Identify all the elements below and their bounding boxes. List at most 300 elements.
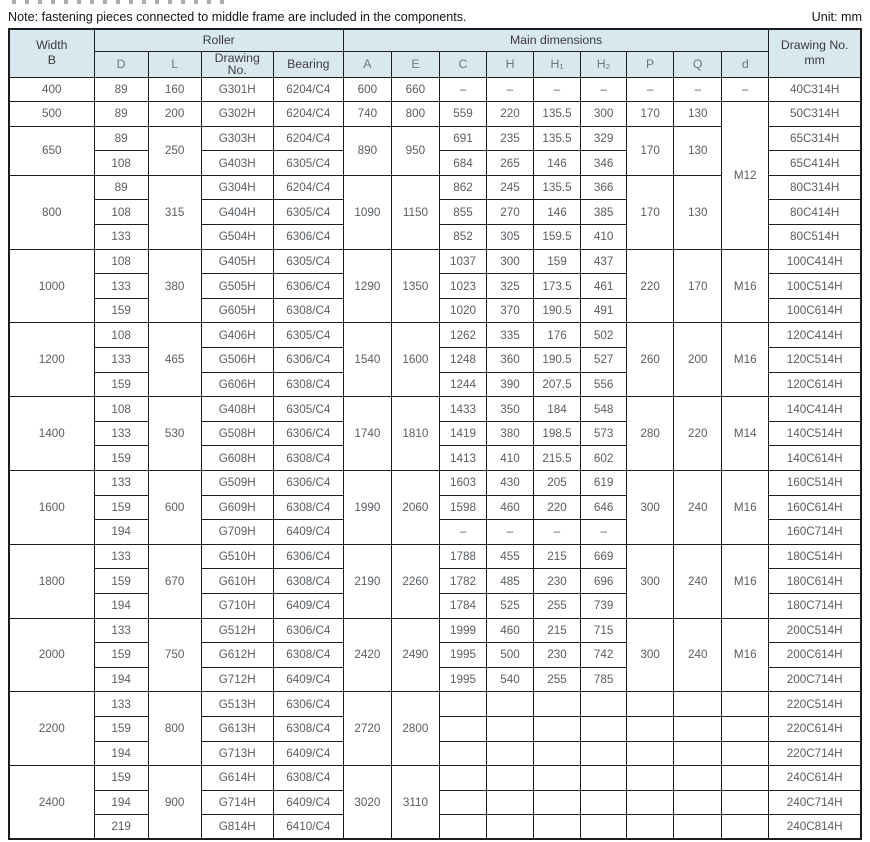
cell-bearing: 6306/C4 bbox=[273, 471, 343, 496]
cell-Q: 240 bbox=[674, 471, 722, 545]
cell-Q: 240 bbox=[674, 618, 722, 692]
cell-drawing-no: G301H bbox=[201, 77, 273, 102]
cell-E: 800 bbox=[391, 102, 439, 127]
cell-drawing-no: G606H bbox=[201, 372, 273, 397]
cell-drawing-no: G610H bbox=[201, 569, 273, 594]
cell-H1 bbox=[534, 716, 581, 741]
cell-D: 89 bbox=[94, 175, 148, 200]
cell-H bbox=[486, 766, 533, 791]
header-cell-H1: H₁ bbox=[534, 51, 581, 77]
cell-H2: 669 bbox=[581, 544, 627, 569]
cell-A: 1090 bbox=[343, 175, 391, 249]
cell-H1: 205 bbox=[534, 471, 581, 496]
cell-drawing-no: G714H bbox=[201, 790, 273, 815]
cell-D: 89 bbox=[94, 126, 148, 151]
cell-H2 bbox=[581, 716, 627, 741]
cell-d bbox=[722, 790, 769, 815]
cell-D: 159 bbox=[94, 298, 148, 323]
cell-C: 1788 bbox=[439, 544, 486, 569]
cell-H1 bbox=[534, 815, 581, 840]
cell-C: 1784 bbox=[439, 593, 486, 618]
cell-bearing: 6204/C4 bbox=[273, 102, 343, 127]
cell-D: 219 bbox=[94, 815, 148, 840]
cell-D: 159 bbox=[94, 716, 148, 741]
cell-C: 559 bbox=[439, 102, 486, 127]
cell-drawing-no: G710H bbox=[201, 593, 273, 618]
cell-A: 1740 bbox=[343, 397, 391, 471]
cell-drawing-mm: 240C814H bbox=[769, 815, 861, 840]
cell-Q: 200 bbox=[674, 323, 722, 397]
cell-D: 133 bbox=[94, 348, 148, 373]
cell-E: 2490 bbox=[391, 618, 439, 692]
cell-Q bbox=[674, 716, 722, 741]
cell-D: 133 bbox=[94, 544, 148, 569]
cell-A: 2420 bbox=[343, 618, 391, 692]
cell-H bbox=[486, 692, 533, 717]
cell-bearing: 6308/C4 bbox=[273, 298, 343, 323]
cell-P bbox=[627, 766, 674, 791]
cell-H: 245 bbox=[486, 175, 533, 200]
cell-d: M14 bbox=[722, 397, 769, 471]
cell-bearing: 6308/C4 bbox=[273, 446, 343, 471]
cell-A: 1990 bbox=[343, 471, 391, 545]
cell-drawing-no: G304H bbox=[201, 175, 273, 200]
cell-drawing-mm: 65C314H bbox=[769, 126, 861, 151]
cell-H1: 184 bbox=[534, 397, 581, 422]
cell-H2: 410 bbox=[581, 225, 627, 250]
cell-C: 852 bbox=[439, 225, 486, 250]
cell-H: 220 bbox=[486, 102, 533, 127]
cell-d: M12 bbox=[722, 102, 769, 250]
cell-E: 660 bbox=[391, 77, 439, 102]
header-main-dimensions: Main dimensions bbox=[343, 29, 768, 51]
cell-d bbox=[722, 692, 769, 717]
cell-drawing-no: G508H bbox=[201, 421, 273, 446]
cell-D: 108 bbox=[94, 249, 148, 274]
cell-drawing-no: G406H bbox=[201, 323, 273, 348]
cell-D: 108 bbox=[94, 323, 148, 348]
cell-H1: 198.5 bbox=[534, 421, 581, 446]
cell-H bbox=[486, 790, 533, 815]
cell-H2: 785 bbox=[581, 667, 627, 692]
cell-C: 691 bbox=[439, 126, 486, 151]
cell-H: 500 bbox=[486, 643, 533, 668]
cell-P bbox=[627, 741, 674, 766]
cell-L: 160 bbox=[148, 77, 201, 102]
cell-E: 1810 bbox=[391, 397, 439, 471]
cell-d bbox=[722, 741, 769, 766]
cell-drawing-mm: 100C514H bbox=[769, 274, 861, 299]
cell-drawing-mm: 180C714H bbox=[769, 593, 861, 618]
cell-A: 740 bbox=[343, 102, 391, 127]
cell-D: 194 bbox=[94, 667, 148, 692]
cell-C: 1419 bbox=[439, 421, 486, 446]
header-cell-A: A bbox=[343, 51, 391, 77]
cell-H bbox=[486, 716, 533, 741]
header-cell-E: E bbox=[391, 51, 439, 77]
cell-P: 220 bbox=[627, 249, 674, 323]
cell-D: 194 bbox=[94, 520, 148, 545]
cell-bearing: 6306/C4 bbox=[273, 421, 343, 446]
cell-drawing-mm: 200C614H bbox=[769, 643, 861, 668]
cell-Q bbox=[674, 692, 722, 717]
cell-bearing: 6308/C4 bbox=[273, 716, 343, 741]
unit-label: Unit: mm bbox=[811, 10, 862, 24]
cell-H1 bbox=[534, 741, 581, 766]
cell-drawing-no: G509H bbox=[201, 471, 273, 496]
cell-C: 1262 bbox=[439, 323, 486, 348]
cell-drawing-no: G504H bbox=[201, 225, 273, 250]
cell-P bbox=[627, 790, 674, 815]
cell-D: 159 bbox=[94, 495, 148, 520]
cell-H: 460 bbox=[486, 618, 533, 643]
cell-Q bbox=[674, 766, 722, 791]
cell-L: 800 bbox=[148, 692, 201, 766]
cell-H: 455 bbox=[486, 544, 533, 569]
cell-D: 108 bbox=[94, 200, 148, 225]
cell-drawing-mm: 120C614H bbox=[769, 372, 861, 397]
cell-H2: 739 bbox=[581, 593, 627, 618]
cell-H2: 461 bbox=[581, 274, 627, 299]
header-roller: Roller bbox=[94, 29, 343, 51]
cell-A: 2720 bbox=[343, 692, 391, 766]
cell-H1: 159 bbox=[534, 249, 581, 274]
cell-H2: 366 bbox=[581, 175, 627, 200]
cell-H: 305 bbox=[486, 225, 533, 250]
cell-H: 390 bbox=[486, 372, 533, 397]
cell-H1 bbox=[534, 692, 581, 717]
header-cell-d: d bbox=[722, 51, 769, 77]
cell-H2: – bbox=[581, 520, 627, 545]
cell-H1: 173.5 bbox=[534, 274, 581, 299]
cell-H1: 135.5 bbox=[534, 175, 581, 200]
cell-drawing-no: G614H bbox=[201, 766, 273, 791]
cell-bearing: 6308/C4 bbox=[273, 569, 343, 594]
cell-d: M16 bbox=[722, 618, 769, 692]
cell-d: M16 bbox=[722, 544, 769, 618]
cell-H: 360 bbox=[486, 348, 533, 373]
cell-P: 260 bbox=[627, 323, 674, 397]
cell-H2: 300 bbox=[581, 102, 627, 127]
cell-H1: – bbox=[534, 77, 581, 102]
cell-L: 600 bbox=[148, 471, 201, 545]
cell-Q: – bbox=[674, 77, 722, 102]
cell-drawing-mm: 240C714H bbox=[769, 790, 861, 815]
cell-bearing: 6308/C4 bbox=[273, 495, 343, 520]
cell-P: – bbox=[627, 77, 674, 102]
cell-E: 950 bbox=[391, 126, 439, 175]
cell-H1: 146 bbox=[534, 151, 581, 176]
cell-d bbox=[722, 815, 769, 840]
cell-C: 855 bbox=[439, 200, 486, 225]
cell-bearing: 6204/C4 bbox=[273, 175, 343, 200]
cell-H bbox=[486, 741, 533, 766]
cell-H1: 135.5 bbox=[534, 126, 581, 151]
cell-H2 bbox=[581, 692, 627, 717]
header-cell-L: L bbox=[148, 51, 201, 77]
cell-drawing-no: G505H bbox=[201, 274, 273, 299]
cell-bearing: 6308/C4 bbox=[273, 766, 343, 791]
cell-bearing: 6305/C4 bbox=[273, 397, 343, 422]
cell-D: 194 bbox=[94, 790, 148, 815]
cell-H: 380 bbox=[486, 421, 533, 446]
cell-H: 235 bbox=[486, 126, 533, 151]
cell-drawing-no: G408H bbox=[201, 397, 273, 422]
cell-D: 133 bbox=[94, 225, 148, 250]
cell-H1: 215 bbox=[534, 544, 581, 569]
cell-D: 159 bbox=[94, 372, 148, 397]
cell-H1: 255 bbox=[534, 593, 581, 618]
cell-Q: 130 bbox=[674, 102, 722, 127]
cell-C: 1999 bbox=[439, 618, 486, 643]
cell-A: 3020 bbox=[343, 766, 391, 840]
cell-H1: 215.5 bbox=[534, 446, 581, 471]
cell-C: 1023 bbox=[439, 274, 486, 299]
cell-C: 1598 bbox=[439, 495, 486, 520]
note-text: Note: fastening pieces connected to middle frame are included in the components. bbox=[8, 10, 467, 24]
cell-drawing-no: G709H bbox=[201, 520, 273, 545]
cell-E: 3110 bbox=[391, 766, 439, 840]
cell-Q: 170 bbox=[674, 249, 722, 323]
cell-drawing-mm: 120C414H bbox=[769, 323, 861, 348]
cell-H: 370 bbox=[486, 298, 533, 323]
cell-H: 430 bbox=[486, 471, 533, 496]
cell-drawing-no: G713H bbox=[201, 741, 273, 766]
cell-C bbox=[439, 741, 486, 766]
cell-Q bbox=[674, 741, 722, 766]
cell-drawing-mm: 100C414H bbox=[769, 249, 861, 274]
cell-H1 bbox=[534, 790, 581, 815]
header-cell-bearing: Bearing bbox=[273, 51, 343, 77]
cell-H2: 646 bbox=[581, 495, 627, 520]
cell-D: 133 bbox=[94, 421, 148, 446]
roller-spec-table bbox=[8, 28, 862, 840]
cell-drawing-mm: 160C714H bbox=[769, 520, 861, 545]
cell-drawing-no: G712H bbox=[201, 667, 273, 692]
cell-D: 159 bbox=[94, 643, 148, 668]
cell-H1: – bbox=[534, 520, 581, 545]
cell-A: 1540 bbox=[343, 323, 391, 397]
cell-H bbox=[486, 815, 533, 840]
cell-width: 2000 bbox=[9, 618, 94, 692]
cell-H: 335 bbox=[486, 323, 533, 348]
cell-C: 1782 bbox=[439, 569, 486, 594]
cell-A: 1290 bbox=[343, 249, 391, 323]
cell-bearing: 6305/C4 bbox=[273, 200, 343, 225]
cell-H: 265 bbox=[486, 151, 533, 176]
cell-E: 2060 bbox=[391, 471, 439, 545]
cell-H2: 385 bbox=[581, 200, 627, 225]
cell-drawing-no: G510H bbox=[201, 544, 273, 569]
cell-H: 410 bbox=[486, 446, 533, 471]
cell-C: 1433 bbox=[439, 397, 486, 422]
cell-H2: 556 bbox=[581, 372, 627, 397]
header-cell-Q: Q bbox=[674, 51, 722, 77]
cell-bearing: 6204/C4 bbox=[273, 77, 343, 102]
cell-drawing-no: G302H bbox=[201, 102, 273, 127]
cell-L: 200 bbox=[148, 102, 201, 127]
cell-L: 530 bbox=[148, 397, 201, 471]
cell-H1: 215 bbox=[534, 618, 581, 643]
cell-H2: 696 bbox=[581, 569, 627, 594]
cell-H1: 230 bbox=[534, 569, 581, 594]
header-cell-P: P bbox=[627, 51, 674, 77]
cell-width: 400 bbox=[9, 77, 94, 102]
cell-drawing-mm: 65C414H bbox=[769, 151, 861, 176]
table-caption-row bbox=[8, 4, 862, 24]
cell-Q bbox=[674, 815, 722, 840]
cell-E: 2800 bbox=[391, 692, 439, 766]
clipped-text-artifact bbox=[12, 0, 227, 4]
cell-drawing-mm: 220C514H bbox=[769, 692, 861, 717]
cell-L: 900 bbox=[148, 766, 201, 840]
cell-H2: 619 bbox=[581, 471, 627, 496]
cell-Q: 130 bbox=[674, 175, 722, 249]
cell-bearing: 6409/C4 bbox=[273, 790, 343, 815]
cell-H2: 346 bbox=[581, 151, 627, 176]
cell-drawing-mm: 100C614H bbox=[769, 298, 861, 323]
cell-C: 1995 bbox=[439, 643, 486, 668]
cell-width: 2400 bbox=[9, 766, 94, 840]
cell-drawing-no: G513H bbox=[201, 692, 273, 717]
cell-drawing-no: G612H bbox=[201, 643, 273, 668]
cell-Q: 240 bbox=[674, 544, 722, 618]
cell-bearing: 6410/C4 bbox=[273, 815, 343, 840]
cell-L: 750 bbox=[148, 618, 201, 692]
cell-width: 500 bbox=[9, 102, 94, 127]
cell-bearing: 6308/C4 bbox=[273, 372, 343, 397]
cell-drawing-mm: 80C514H bbox=[769, 225, 861, 250]
cell-E: 1350 bbox=[391, 249, 439, 323]
cell-H2: 437 bbox=[581, 249, 627, 274]
cell-drawing-mm: 220C614H bbox=[769, 716, 861, 741]
cell-Q: 220 bbox=[674, 397, 722, 471]
cell-drawing-mm: 180C514H bbox=[769, 544, 861, 569]
cell-H1: 146 bbox=[534, 200, 581, 225]
cell-width: 1600 bbox=[9, 471, 94, 545]
cell-A: 600 bbox=[343, 77, 391, 102]
cell-D: 133 bbox=[94, 274, 148, 299]
cell-D: 159 bbox=[94, 766, 148, 791]
cell-H: 540 bbox=[486, 667, 533, 692]
cell-C: 1244 bbox=[439, 372, 486, 397]
cell-drawing-mm: 50C314H bbox=[769, 102, 861, 127]
cell-C bbox=[439, 790, 486, 815]
cell-width: 800 bbox=[9, 175, 94, 249]
cell-H2: 573 bbox=[581, 421, 627, 446]
cell-C bbox=[439, 815, 486, 840]
cell-drawing-no: G814H bbox=[201, 815, 273, 840]
cell-drawing-no: G405H bbox=[201, 249, 273, 274]
cell-H2 bbox=[581, 790, 627, 815]
cell-C bbox=[439, 692, 486, 717]
cell-drawing-mm: 180C614H bbox=[769, 569, 861, 594]
cell-bearing: 6306/C4 bbox=[273, 225, 343, 250]
cell-D: 108 bbox=[94, 397, 148, 422]
cell-H1: 220 bbox=[534, 495, 581, 520]
cell-bearing: 6306/C4 bbox=[273, 348, 343, 373]
cell-P: 300 bbox=[627, 618, 674, 692]
cell-drawing-mm: 80C414H bbox=[769, 200, 861, 225]
cell-C bbox=[439, 716, 486, 741]
cell-drawing-no: G506H bbox=[201, 348, 273, 373]
cell-C: – bbox=[439, 77, 486, 102]
cell-bearing: 6305/C4 bbox=[273, 249, 343, 274]
cell-width: 1200 bbox=[9, 323, 94, 397]
cell-P: 280 bbox=[627, 397, 674, 471]
cell-H2: 715 bbox=[581, 618, 627, 643]
cell-D: 133 bbox=[94, 471, 148, 496]
cell-H1: 176 bbox=[534, 323, 581, 348]
cell-width: 1800 bbox=[9, 544, 94, 618]
cell-drawing-mm: 40C314H bbox=[769, 77, 861, 102]
cell-d: M16 bbox=[722, 471, 769, 545]
cell-D: 159 bbox=[94, 446, 148, 471]
cell-drawing-mm: 140C414H bbox=[769, 397, 861, 422]
cell-P bbox=[627, 815, 674, 840]
cell-width: 1000 bbox=[9, 249, 94, 323]
cell-drawing-mm: 160C614H bbox=[769, 495, 861, 520]
cell-H: 460 bbox=[486, 495, 533, 520]
cell-D: 194 bbox=[94, 593, 148, 618]
header-drawing-no-mm: Drawing No. mm bbox=[769, 29, 861, 77]
cell-H: – bbox=[486, 520, 533, 545]
cell-drawing-no: G608H bbox=[201, 446, 273, 471]
cell-H1: 190.5 bbox=[534, 348, 581, 373]
header-cell-C: C bbox=[439, 51, 486, 77]
cell-C: 1248 bbox=[439, 348, 486, 373]
cell-Q: 130 bbox=[674, 126, 722, 175]
cell-drawing-mm: 200C514H bbox=[769, 618, 861, 643]
cell-bearing: 6306/C4 bbox=[273, 692, 343, 717]
cell-P bbox=[627, 692, 674, 717]
cell-H2: 491 bbox=[581, 298, 627, 323]
cell-C bbox=[439, 766, 486, 791]
cell-H2: 548 bbox=[581, 397, 627, 422]
cell-d bbox=[722, 766, 769, 791]
cell-drawing-no: G512H bbox=[201, 618, 273, 643]
cell-P: 170 bbox=[627, 175, 674, 249]
cell-drawing-mm: 220C714H bbox=[769, 741, 861, 766]
header-cell-D: D bbox=[94, 51, 148, 77]
cell-H2 bbox=[581, 766, 627, 791]
cell-E: 1150 bbox=[391, 175, 439, 249]
cell-drawing-no: G303H bbox=[201, 126, 273, 151]
cell-L: 250 bbox=[148, 126, 201, 175]
cell-H2: 329 bbox=[581, 126, 627, 151]
cell-bearing: 6409/C4 bbox=[273, 593, 343, 618]
cell-bearing: 6409/C4 bbox=[273, 667, 343, 692]
cell-H: 525 bbox=[486, 593, 533, 618]
cell-P: 170 bbox=[627, 126, 674, 175]
cell-H2: 602 bbox=[581, 446, 627, 471]
cell-d: M16 bbox=[722, 249, 769, 323]
cell-D: 89 bbox=[94, 77, 148, 102]
cell-H2: 527 bbox=[581, 348, 627, 373]
cell-C: 1603 bbox=[439, 471, 486, 496]
cell-H: 325 bbox=[486, 274, 533, 299]
cell-D: 133 bbox=[94, 618, 148, 643]
cell-H1: 255 bbox=[534, 667, 581, 692]
cell-H1: 230 bbox=[534, 643, 581, 668]
cell-bearing: 6409/C4 bbox=[273, 741, 343, 766]
header-width-b: Width B bbox=[9, 29, 94, 77]
cell-bearing: 6306/C4 bbox=[273, 544, 343, 569]
cell-C: 862 bbox=[439, 175, 486, 200]
cell-bearing: 6409/C4 bbox=[273, 520, 343, 545]
header-cell-H2: H₂ bbox=[581, 51, 627, 77]
cell-L: 670 bbox=[148, 544, 201, 618]
